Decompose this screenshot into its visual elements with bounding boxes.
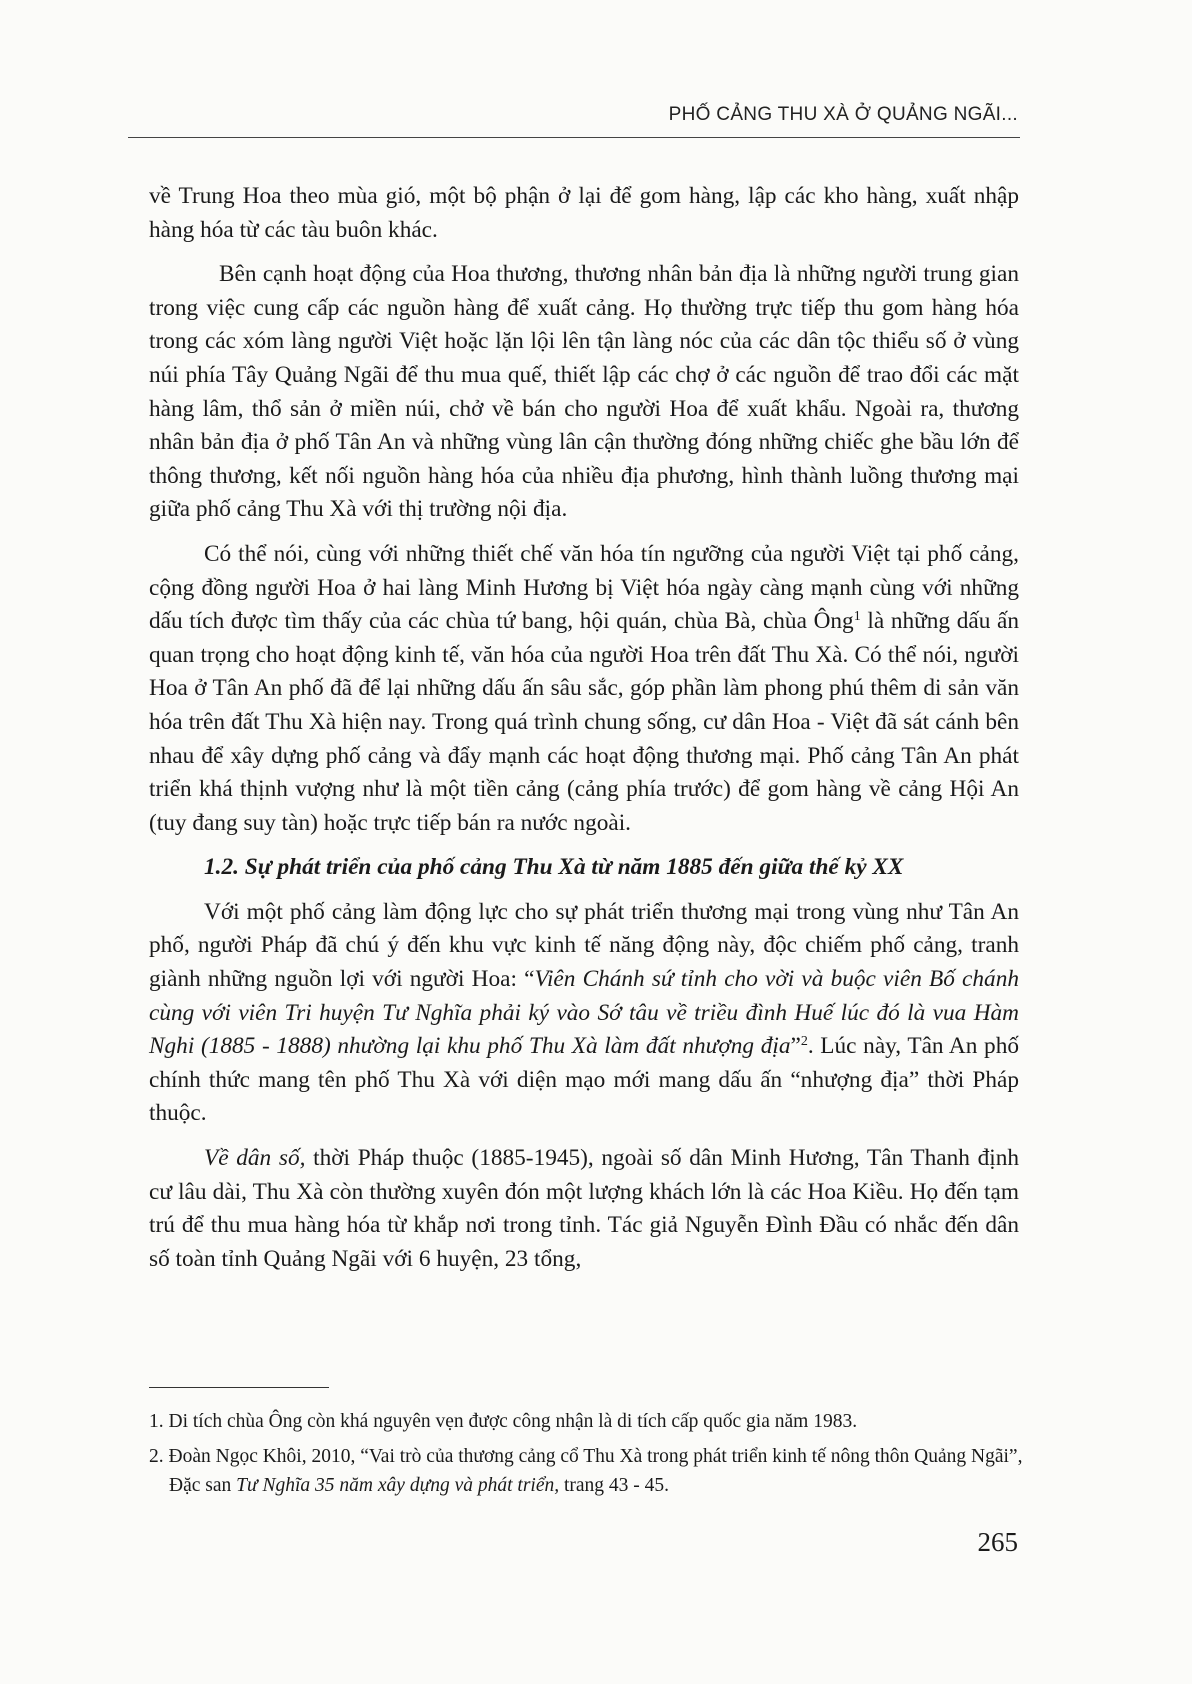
text-run: Có thể nói, cùng với những thiết chế văn hóa tín ngưỡng của người Việt tại phố cảng, cộng đồng người Hoa ở hai làng Minh Hương bị Việt hóa ngày càng mạnh cùng với những dấu tích được tìm thấy của các chùa tứ bang, hội quán, chùa Bà, chùa Ông <box>149 540 1019 635</box>
publication-title: Tư Nghĩa 35 năm xây dựng và phát triển, <box>236 1475 560 1496</box>
footnote <box>149 1442 1029 1500</box>
header-divider <box>128 137 1020 138</box>
text-run: . Lúc này, Tân An phố chính thức mang tên phố Thu Xà với diện mạo mới mang dấu ấn “nhượng địa” thời Pháp thuộc. <box>149 1033 1019 1127</box>
paragraph <box>149 538 1019 840</box>
section-heading: 1.2. Sự phát triển của phố cảng Thu Xà từ năm 1885 đến giữa thế kỷ XX <box>204 854 904 881</box>
footnote-divider <box>149 1387 329 1388</box>
page-number: 265 <box>977 1527 1018 1557</box>
text-run: là những dấu ấn quan trọng cho hoạt động kinh tế, văn hóa của người Hoa trên đất Thu Xà. Có thể nói, người Hoa ở Tân An phố đã để lại những dấu ấn sâu sắc, góp phần làm phong phú thêm di sản văn hóa trên đất Thu Xà hiện nay. Trong quá trình chung sống, cư dân Hoa - Việt đã sát cánh bên nhau để xây dựng phố cảng và đẩy mạnh các hoạt động thương mại. Phố cảng Tân An phát triển khá thịnh vượng như là một tiền cảng (cảng phía trước) để gom hàng về cảng Hội An (tuy đang suy tàn) hoặc trực tiếp bán ra nước ngoài. <box>149 608 1019 836</box>
body-text <box>149 180 1019 1287</box>
paragraph <box>149 896 1019 1131</box>
text-run: 2. Đoàn Ngọc Khôi, 2010, “Vai trò của thương cảng cổ Thu Xà trong phát triển kinh tế nông thôn Quảng Ngãi”, Đặc san <box>149 1446 1023 1496</box>
quotation: Viên Chánh sứ tỉnh cho vời và buộc viên Bố chánh cùng với viên Tri huyện Tư Nghĩa phải ký vào Sớ tâu về triều đình Huế lúc đó là vua Hàm Nghi (1885 - 1888) nhường lại khu phố Thu Xà làm đất nhượng địa <box>149 966 1019 1060</box>
paragraph: về Trung Hoa theo mùa gió, một bộ phận ở lại để gom hàng, lập các kho hàng, xuất nhập hàng hóa từ các tàu buôn khác. <box>149 183 1019 243</box>
paragraph: Bên cạnh hoạt động của Hoa thương, thương nhân bản địa là những người trung gian trong việc cung cấp các nguồn hàng để xuất cảng. Họ thường trực tiếp thu gom hàng hóa trong các xóm làng người Việt hoặc lặn lội lên tận làng nóc của các dân tộc thiểu số ở vùng núi phía Tây Quảng Ngãi để thu mua quế, thiết lập các chợ ở các nguồn để trao đổi các mặt hàng lâm, thổ sản ở miền núi, chở về bán cho người Hoa để xuất khẩu. Ngoài ra, thương nhân bản địa ở phố Tân An và những vùng lân cận thường đóng những chiếc ghe bầu lớn để thông thương, kết nối nguồn hàng hóa của nhiều địa phương, hình thành luồng thương mại giữa phố cảng Thu Xà với thị trường nội địa. <box>149 261 1019 523</box>
text-run: trang 43 - 45. <box>559 1475 670 1496</box>
footnote: 1. Di tích chùa Ông còn khá nguyên vẹn được công nhận là di tích cấp quốc gia năm 1983. <box>149 1411 858 1432</box>
footnote-ref: 1 <box>853 609 861 625</box>
text-run: ” <box>790 1033 801 1060</box>
footnotes <box>149 1407 1029 1506</box>
italic-lead: Về dân số, <box>204 1145 306 1172</box>
text-run: thời Pháp thuộc (1885-1945), ngoài số dân Minh Hương, Tân Thanh định cư lâu dài, Thu Xà còn thường xuyên đón một lượng khách lớn là các Hoa Kiều. Họ đến tạm trú để thu mua hàng hóa từ khắp nơi trong tỉnh. Tác giả Nguyễn Đình Đầu có nhắc đến dân số toàn tỉnh Quảng Ngãi với 6 huyện, 23 tổng, <box>149 1145 1019 1272</box>
text-run: Với một phố cảng làm động lực cho sự phát triển thương mại trong vùng như Tân An phố, người Pháp đã chú ý đến khu vực kinh tế năng động này, độc chiếm phố cảng, tranh giành những nguồn lợi với người Hoa: “ <box>149 898 1019 993</box>
paragraph <box>149 1142 1019 1276</box>
running-header: PHỐ CẢNG THU XÀ Ở QUẢNG NGÃI... <box>668 104 1018 125</box>
footnote-ref: 2 <box>800 1034 808 1050</box>
